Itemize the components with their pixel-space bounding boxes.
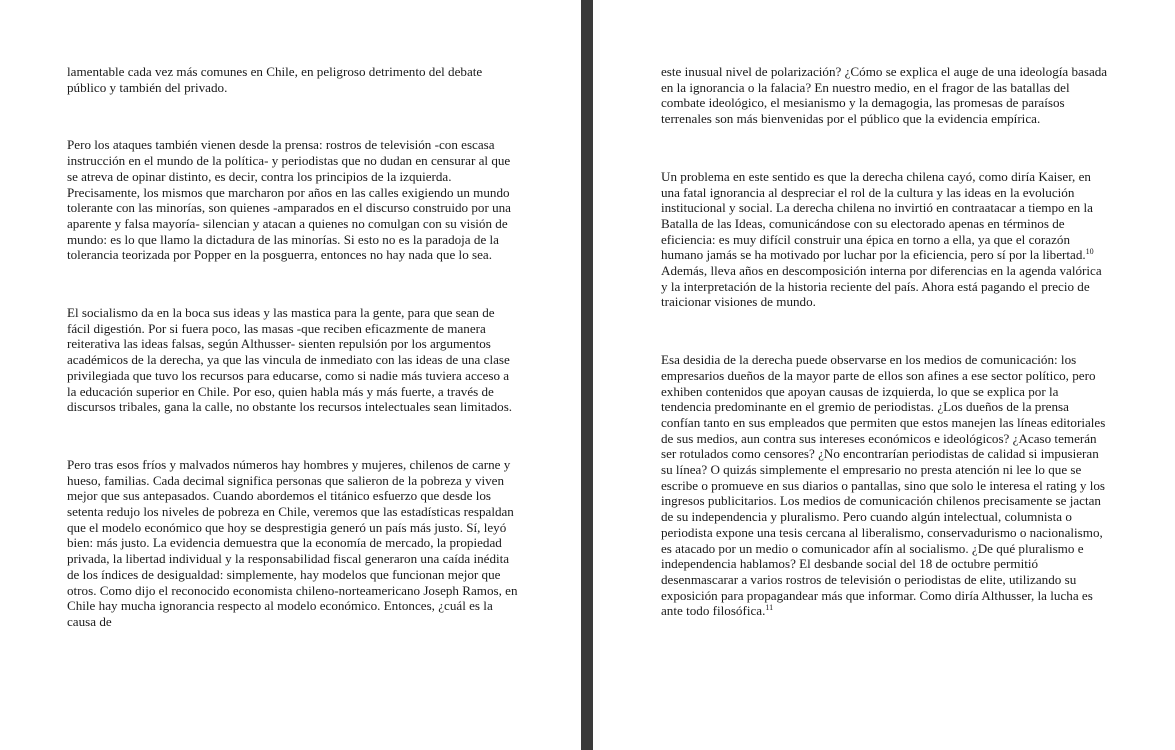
right-page: [593, 0, 1175, 750]
paragraph-text: Esa desidia de la derecha puede observarse en los medios de comunicación: los empresarios dueños de la mayor parte de ellos son afines a ese sector político, pero exhiben contenidos que apoyan causas de izquierda, lo que se explica por la tendencia predominante en el gremio de periodistas. ¿Los dueños de la prensa confían tanto en sus empleados que permiten que estos manejen las líneas editoriales de sus medios, aun contra sus intereses económicos e ideológicos? ¿Acaso temerán ser rotulados como censores? ¿No encontrarían periodistas de calidad si impusieran su línea? O quizás simplemente el empresario no presta atención ni lee lo que se escribe o promueve en sus diarios o pantallas, sino que solo le interesa el rating y los ingresos publicitarios. Los medios de comunicación chilenos precisamente se jactan de su independencia y pluralismo. Pero cuando algún intelectual, columnista o periodista expone una tesis cercana al liberalismo, conservadurismo o nacionalismo, es atacado por un medio o comunicador afín al socialismo. ¿De qué pluralismo e independencia hablamos? El desbande social del 18 de octubre permitió desenmascarar a varios rostros de televisión o periodistas de elite, utilizando su exposición para propagandear más que informar. Como diría Althusser, la lucha es ante todo filosófica.: [661, 352, 1106, 619]
paragraph-text: Además, lleva años en descomposición interna por diferencias en la agenda valórica y la interpretación de la historia reciente del país. Ahora está pagando el precio de traicionar visiones de mundo.: [661, 263, 1102, 310]
paragraph: El socialismo da en la boca sus ideas y las mastica para la gente, para que sean de fácil digestión. Por si fuera poco, las masas -que reciben eficazmente de manera reiterativa las ideas falsas, según Althusser- sienten repulsión por los argumentos académicos de la derecha, ya que las vincula de inmediato con las ideas de una clase privilegiada que tuvo los recursos para educarse, como si nadie más tuviera acceso a la educación superior en Chile. Por eso, quien habla más y más fuerte, a través de discursos tribales, gana la calle, no obstante los recursos intelectuales sean limitados.: [67, 305, 513, 415]
footnote-ref[interactable]: 10: [1085, 247, 1094, 257]
paragraph: Pero tras esos fríos y malvados números hay hombres y mujeres, chilenos de carne y hueso, familias. Cada decimal significa personas que salieron de la pobreza y viven mejor que sus antepasados. Cuando abordemos el titánico esfuerzo que desde los setenta redujo los niveles de pobreza en Chile, veremos que las estadísticas respaldan que el modelo económico que hoy se desprestigia generó un país más justo. Sí, leyó bien: más justo. La evidencia demuestra que la economía de mercado, la propiedad privada, la libertad individual y la responsabilidad fiscal generaron una caída inédita de los índices de desigualdad: simplemente, hay modelos que funcionan mejor que otros. Como dijo el reconocido economista chileno-norteamericano Joseph Ramos, en Chile hay mucha ignorancia respecto al modelo económico. Entonces, ¿cuál es la causa de: [67, 456, 518, 629]
paragraph: [661, 169, 1111, 310]
paragraph: lamentable cada vez más comunes en Chile, en peligroso detrimento del debate público y también del privado.: [67, 64, 483, 95]
paragraph: [661, 352, 1111, 619]
footnote-ref[interactable]: 11: [765, 603, 774, 613]
paragraph-text: Un problema en este sentido es que la derecha chilena cayó, como diría Kaiser, en una fatal ignorancia al despreciar el rol de la cultura y las ideas en la evolución institucional y social. La derecha chilena no invirtió en contraatacar a tiempo en la Batalla de las Ideas, comunicándose con su electorado apenas en términos de eficiencia: es muy difícil construir una épica en torno a ella, ya que el corazón humano jamás se ha motivado por luchar por la eficiencia, pero sí por la libertad.: [661, 168, 1093, 263]
paragraph: este inusual nivel de polarización? ¿Cómo se explica el auge de una ideología basada en la ignorancia o la falacia? En nuestro medio, en el fragor de las batallas del combate ideológico, el mesianismo y la demagogia, las promesas de paraísos terrenales son más bienvenidas por el público que la evidencia empírica.: [661, 64, 1108, 127]
left-text-column: [67, 64, 519, 672]
paragraph: Pero los ataques también vienen desde la prensa: rostros de televisión -con escasa instrucción en el mundo de la política- y periodistas que no dudan en censurar al que se atreva de opinar distinto, es decir, contra los principios de la izquierda. Precisamente, los mismos que marcharon por años en las calles exigiendo un mundo tolerante con las minorías, son quienes -amparados en el discurso construido por una aparente y falsa mayoría- silencian y atacan a quienes no comulgan con su visión de mundo: es lo que llamo la dictadura de las minorías. Si esto no es la paradoja de la tolerancia teorizada por Popper en la posguerra, entonces no hay nada que lo sea.: [67, 137, 511, 263]
page-divider: [581, 0, 593, 750]
right-text-column: [661, 64, 1111, 661]
left-page: [0, 0, 581, 750]
